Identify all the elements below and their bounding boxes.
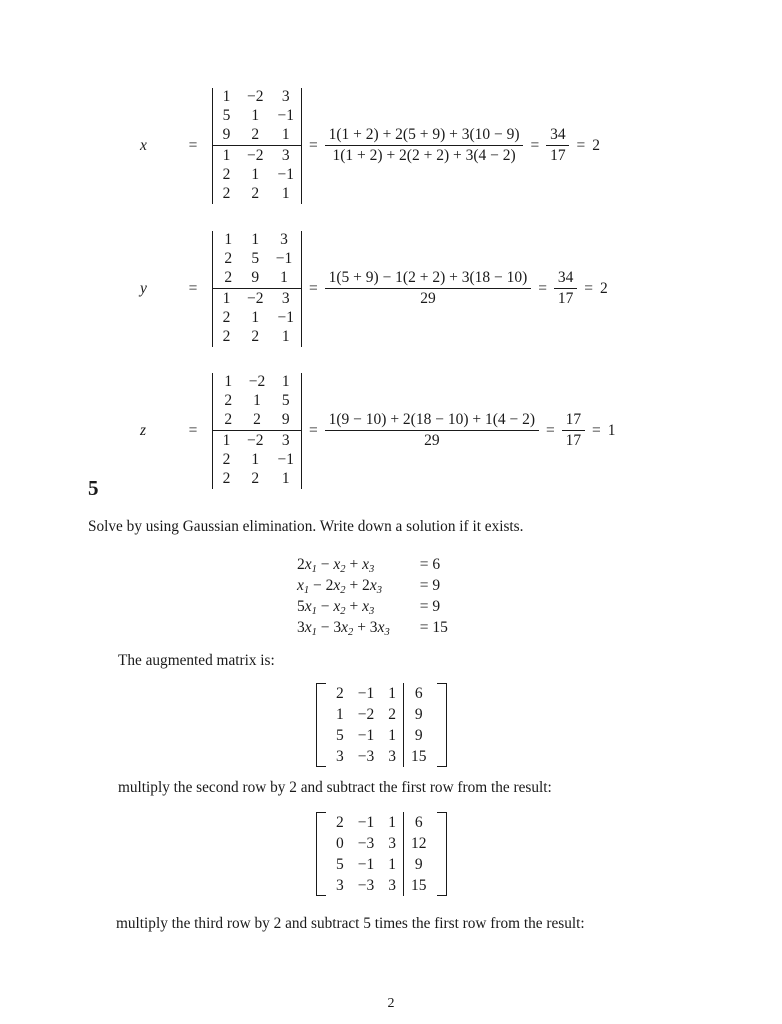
augmented-matrix-cell: 3 bbox=[388, 876, 396, 894]
matrix-cell: 1 bbox=[222, 88, 231, 106]
equation-system-row bbox=[297, 576, 448, 597]
cramer-eq3-x: = bbox=[530, 136, 540, 154]
expansion-fraction-z bbox=[325, 411, 539, 451]
step-2-text: multiply the third row by 2 and subtract 5 times the first row from the result: bbox=[116, 915, 585, 932]
equation-system-row bbox=[297, 597, 448, 618]
matrix-cell: 1 bbox=[251, 165, 260, 183]
bracket-right-icon bbox=[437, 683, 447, 767]
determinant-numerator-y bbox=[213, 231, 301, 288]
result-numerator-y: 34 bbox=[557, 269, 574, 287]
matrix-cell: 3 bbox=[280, 231, 288, 249]
determinant-denominator-z bbox=[213, 430, 301, 488]
matrix-row bbox=[213, 328, 301, 347]
matrix-cell: 1 bbox=[280, 269, 288, 287]
cramer-eq3-y: = bbox=[538, 279, 547, 297]
matrix-row bbox=[213, 107, 301, 126]
matrix-row bbox=[215, 250, 300, 269]
cramer-variable-z: z bbox=[140, 421, 147, 439]
result-denominator-z: 17 bbox=[562, 430, 585, 450]
cramer-eq2-x: = bbox=[309, 136, 318, 154]
matrix-cell: 2 bbox=[251, 184, 260, 202]
augmented-matrix-row bbox=[329, 875, 434, 896]
equation-rhs: = 9 bbox=[419, 577, 441, 595]
cramer-eq2-y: = bbox=[309, 279, 318, 297]
augmented-matrix-cell: −1 bbox=[357, 726, 375, 744]
matrix-cell: 2 bbox=[251, 327, 260, 345]
matrix-row bbox=[213, 88, 301, 107]
augmented-matrix-cell: −1 bbox=[357, 684, 375, 702]
matrix-cell: 1 bbox=[251, 450, 260, 468]
augmented-constant-cell: 9 bbox=[404, 725, 434, 746]
augmented-matrix-cell: 5 bbox=[336, 855, 344, 873]
cramer-equals-y: = bbox=[188, 279, 198, 297]
cramer-eq4-y: = bbox=[584, 279, 593, 297]
matrix-cell: 1 bbox=[222, 431, 231, 449]
equation-lhs: $x_1 - 2x_2 + 2x_3$ bbox=[297, 576, 382, 596]
matrix-cell: 2 bbox=[222, 184, 231, 202]
equation-system-row bbox=[297, 618, 448, 639]
augmented-matrix-cell: 0 bbox=[336, 834, 344, 852]
matrix-numerator-z bbox=[215, 373, 300, 430]
cramer-equals-z: = bbox=[188, 421, 198, 439]
bracket-left-icon bbox=[316, 683, 326, 767]
cramer-eq2-z: = bbox=[309, 421, 318, 439]
matrix-cell: −2 bbox=[247, 146, 264, 164]
augmented-matrix-row bbox=[329, 812, 434, 833]
matrix-cell: 1 bbox=[251, 107, 260, 125]
matrix-cell: 2 bbox=[224, 269, 233, 287]
expansion-denominator-z: 29 bbox=[325, 430, 539, 450]
matrix-denominator-y bbox=[213, 289, 301, 346]
expansion-fraction-x bbox=[325, 126, 524, 166]
matrix-cell: 1 bbox=[281, 184, 290, 202]
cramer-rhs-y bbox=[302, 269, 608, 309]
matrix-cell: 2 bbox=[222, 327, 231, 345]
matrix-numerator-x bbox=[213, 88, 301, 145]
augmented-matrix-cell: −1 bbox=[357, 813, 375, 831]
augmented-matrix-cell: −3 bbox=[357, 834, 375, 852]
augmented-matrix-cell: 1 bbox=[388, 684, 396, 702]
equation-lhs: $5x_1 - x_2 + x_3$ bbox=[297, 597, 375, 617]
cramer-equation-y bbox=[140, 231, 608, 347]
augmented-matrix-cell: 1 bbox=[388, 813, 396, 831]
augmented-matrix-cell: 3 bbox=[336, 747, 344, 765]
bracket-right-icon bbox=[437, 812, 447, 896]
page-number: 2 bbox=[387, 996, 395, 1011]
matrix-row bbox=[215, 373, 300, 392]
step-1-text: multiply the second row by 2 and subtract the first row from the result: bbox=[118, 779, 552, 796]
matrix-cell: 2 bbox=[253, 411, 261, 429]
cramer-variable-y: y bbox=[140, 279, 147, 297]
cramer-equals-x: = bbox=[188, 136, 198, 154]
cramer-rhs-z bbox=[302, 411, 615, 451]
matrix-cell: 5 bbox=[251, 250, 260, 268]
matrix-cell: 2 bbox=[222, 308, 231, 326]
equation-rhs: = 9 bbox=[419, 598, 441, 616]
matrix-row bbox=[213, 126, 301, 145]
matrix-cell: 1 bbox=[251, 308, 260, 326]
augmented-matrix-1 bbox=[316, 683, 447, 767]
result-fraction-z bbox=[562, 411, 585, 451]
matrix-row bbox=[213, 165, 301, 184]
matrix-cell: 2 bbox=[224, 392, 233, 410]
result-numerator-x: 34 bbox=[550, 126, 566, 144]
augmented-matrix-2 bbox=[316, 812, 447, 896]
matrix-row bbox=[213, 470, 301, 489]
augmented-matrix-row bbox=[329, 854, 434, 875]
matrix-cell: 1 bbox=[253, 392, 261, 410]
determinant-denominator-x bbox=[213, 145, 301, 203]
determinant-fraction-z bbox=[212, 373, 302, 489]
matrix-row bbox=[215, 231, 300, 250]
result-denominator-x: 17 bbox=[546, 145, 569, 165]
equation-system-table bbox=[297, 555, 448, 639]
augmented-matrix-cell: 3 bbox=[388, 834, 396, 852]
expansion-fraction-y bbox=[325, 269, 531, 309]
matrix-cell: 3 bbox=[281, 146, 290, 164]
augmented-matrix-cell: −2 bbox=[357, 705, 375, 723]
matrix-cell: 5 bbox=[222, 107, 231, 125]
determinant-numerator-x bbox=[213, 88, 301, 145]
augmented-matrix-row bbox=[329, 746, 434, 767]
equation-system-row bbox=[297, 555, 448, 576]
matrix-cell: −1 bbox=[275, 250, 293, 268]
augmented-matrix-cell: −3 bbox=[357, 747, 375, 765]
augmented-matrix-2-table bbox=[329, 812, 434, 896]
matrix-cell: −1 bbox=[277, 308, 294, 326]
expansion-numerator-z: 1(9 − 10) + 2(18 − 10) + 1(4 − 2) bbox=[328, 411, 536, 429]
cramer-eq4-z: = bbox=[591, 421, 601, 439]
matrix-row bbox=[213, 146, 301, 165]
determinant-numerator-z bbox=[213, 373, 301, 430]
matrix-cell: 1 bbox=[251, 231, 260, 249]
expansion-denominator-x: 1(1 + 2) + 2(2 + 2) + 3(4 − 2) bbox=[325, 145, 524, 165]
matrix-cell: −1 bbox=[277, 107, 294, 125]
augmented-matrix-row bbox=[329, 683, 434, 704]
matrix-cell: 1 bbox=[281, 327, 290, 345]
determinant-denominator-y bbox=[213, 288, 301, 346]
augmented-constant-cell: 9 bbox=[404, 704, 434, 725]
determinant-fraction-x bbox=[212, 88, 302, 204]
matrix-cell: 9 bbox=[251, 269, 260, 287]
augmented-matrix-cell: 2 bbox=[388, 705, 396, 723]
augmented-matrix-row bbox=[329, 725, 434, 746]
result-fraction-x bbox=[546, 126, 569, 166]
matrix-numerator-y bbox=[215, 231, 300, 288]
equation-rhs: = 15 bbox=[419, 619, 448, 637]
augmented-matrix-cell: 3 bbox=[388, 747, 396, 765]
matrix-cell: 9 bbox=[222, 126, 231, 144]
matrix-cell: 2 bbox=[224, 411, 233, 429]
augmented-matrix-row bbox=[329, 833, 434, 854]
equation-rhs: = 6 bbox=[419, 556, 441, 574]
cramer-value-z: 1 bbox=[607, 421, 616, 439]
cramer-value-y: 2 bbox=[599, 279, 608, 297]
cramer-equation-z bbox=[140, 373, 615, 489]
cramer-equation-x bbox=[140, 88, 600, 204]
matrix-cell: 1 bbox=[222, 289, 231, 307]
augmented-matrix-cell: 1 bbox=[336, 705, 344, 723]
augmented-constant-cell: 6 bbox=[404, 812, 434, 833]
matrix-cell: 3 bbox=[281, 431, 290, 449]
matrix-cell: 9 bbox=[281, 411, 290, 429]
augmented-matrix-cell: 1 bbox=[388, 855, 396, 873]
augmented-matrix-cell: −1 bbox=[357, 855, 375, 873]
matrix-cell: 2 bbox=[222, 450, 231, 468]
cramer-eq3-z: = bbox=[545, 421, 555, 439]
augmented-matrix-cell: 5 bbox=[336, 726, 344, 744]
matrix-cell: 1 bbox=[281, 469, 290, 487]
matrix-cell: 2 bbox=[251, 469, 260, 487]
matrix-cell: 3 bbox=[281, 88, 290, 106]
matrix-row bbox=[215, 411, 300, 430]
section-heading: 5 bbox=[88, 476, 99, 500]
result-fraction-y bbox=[554, 269, 577, 309]
determinant-fraction-y bbox=[212, 231, 302, 347]
matrix-row bbox=[215, 269, 300, 288]
augmented-matrix-cell: −3 bbox=[357, 876, 375, 894]
matrix-cell: −2 bbox=[247, 289, 264, 307]
matrix-cell: −1 bbox=[277, 450, 294, 468]
matrix-cell: 1 bbox=[224, 373, 233, 391]
section-prompt: Solve by using Gaussian elimination. Write down a solution if it exists. bbox=[88, 518, 524, 535]
matrix-cell: −1 bbox=[277, 165, 294, 183]
augmented-matrix-row bbox=[329, 704, 434, 725]
matrix-cell: 5 bbox=[281, 392, 290, 410]
matrix-cell: −2 bbox=[247, 88, 264, 106]
matrix-cell: 2 bbox=[251, 126, 260, 144]
cramer-eq4-x: = bbox=[576, 136, 586, 154]
expansion-numerator-x: 1(1 + 2) + 2(5 + 9) + 3(10 − 9) bbox=[328, 126, 520, 144]
augmented-matrix-cell: 2 bbox=[336, 684, 344, 702]
augmented-constant-cell: 12 bbox=[404, 833, 434, 854]
augmented-constant-cell: 15 bbox=[404, 875, 434, 896]
matrix-row bbox=[213, 308, 301, 327]
augmented-constant-cell: 6 bbox=[404, 683, 434, 704]
cramer-value-x: 2 bbox=[592, 136, 600, 154]
bracket-left-icon bbox=[316, 812, 326, 896]
matrix-cell: −2 bbox=[248, 373, 266, 391]
expansion-numerator-y: 1(5 + 9) − 1(2 + 2) + 3(18 − 10) bbox=[328, 269, 528, 287]
cramer-rhs-x bbox=[302, 126, 600, 166]
matrix-cell: 3 bbox=[281, 289, 290, 307]
matrix-row bbox=[213, 289, 301, 308]
matrix-cell: 1 bbox=[222, 146, 231, 164]
cramer-variable-x: x bbox=[140, 136, 147, 154]
matrix-cell: 1 bbox=[281, 373, 290, 391]
equation-lhs: $2x_1 - x_2 + x_3$ bbox=[297, 556, 375, 575]
equation-system bbox=[297, 555, 448, 639]
equation-lhs: $3x_1 - 3x_2 + 3x_3$ bbox=[297, 618, 390, 638]
matrix-row bbox=[213, 431, 301, 450]
matrix-cell: 2 bbox=[224, 250, 233, 268]
augmented-constant-cell: 9 bbox=[404, 854, 434, 875]
expansion-denominator-y: 29 bbox=[325, 288, 531, 308]
matrix-row bbox=[213, 185, 301, 204]
augmented-matrix-cell: 3 bbox=[336, 876, 344, 894]
matrix-cell: 1 bbox=[224, 231, 233, 249]
augmented-matrix-cell: 1 bbox=[388, 726, 396, 744]
matrix-cell: 1 bbox=[281, 126, 290, 144]
matrix-denominator-x bbox=[213, 146, 301, 203]
matrix-denominator-z bbox=[213, 431, 301, 488]
matrix-cell: 2 bbox=[222, 469, 231, 487]
matrix-row bbox=[215, 392, 300, 411]
augmented-constant-cell: 15 bbox=[404, 746, 434, 767]
result-denominator-y: 17 bbox=[554, 288, 577, 308]
augmented-matrix-1-table bbox=[329, 683, 434, 767]
augmented-matrix-intro: The augmented matrix is: bbox=[118, 652, 275, 669]
augmented-matrix-cell: 2 bbox=[336, 813, 344, 831]
matrix-cell: 2 bbox=[222, 165, 231, 183]
result-numerator-z: 17 bbox=[565, 411, 582, 429]
matrix-row bbox=[213, 450, 301, 469]
matrix-cell: −2 bbox=[247, 431, 264, 449]
